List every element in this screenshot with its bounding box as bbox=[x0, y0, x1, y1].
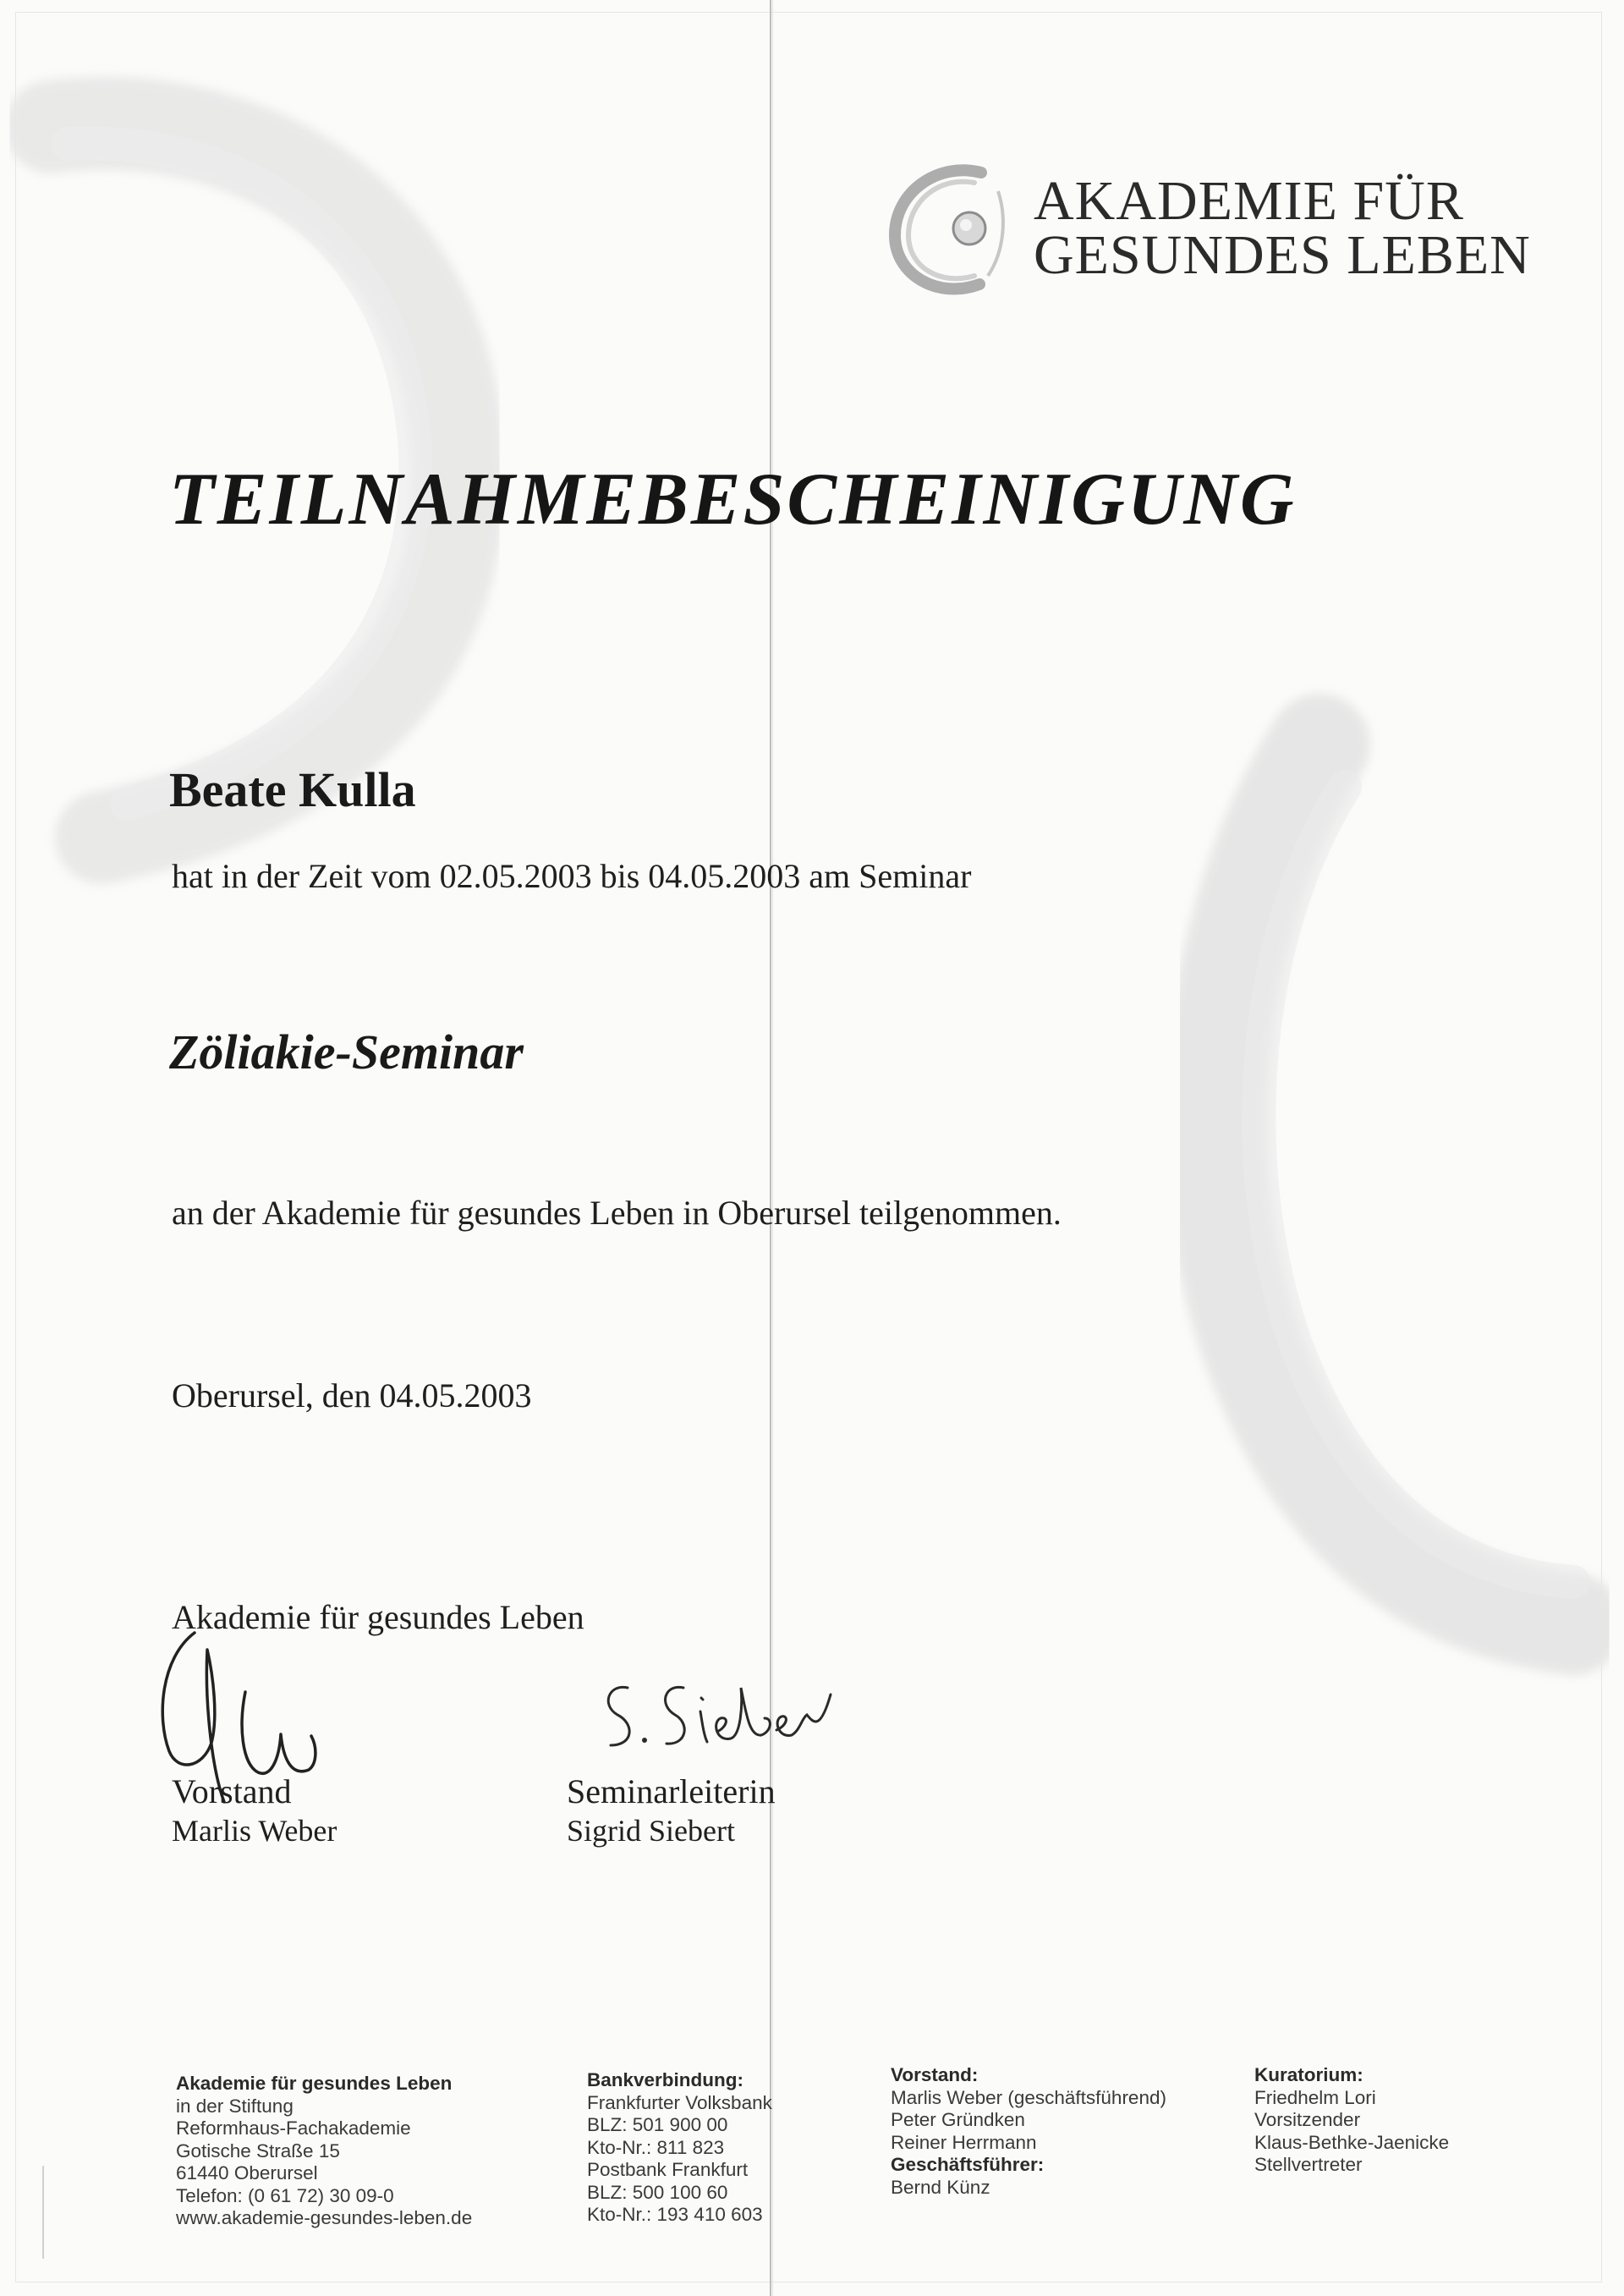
signature-sigrid-siebert bbox=[592, 1671, 846, 1764]
logo-circle-icon bbox=[880, 157, 1023, 301]
footer-bank-line: Kto-Nr.: 193 410 603 bbox=[587, 2204, 763, 2225]
footer-address-line: in der Stiftung bbox=[176, 2095, 294, 2117]
logo-line-2: GESUNDES LEBEN bbox=[1034, 224, 1531, 286]
footer-manager-name: Bernd Künz bbox=[891, 2176, 990, 2198]
footer-bank-line: BLZ: 500 100 60 bbox=[587, 2181, 728, 2203]
scan-border bbox=[15, 12, 1602, 2282]
footer-website: www.akademie-gesundes-leben.de bbox=[176, 2207, 473, 2228]
footer-bank-line: Frankfurter Volksbank bbox=[587, 2091, 772, 2113]
certificate-title: TEILNAHMEBESCHEINIGUNG bbox=[169, 459, 1297, 541]
footer-board-member: Peter Gründken bbox=[891, 2109, 1025, 2130]
footer-board bbox=[891, 2064, 1166, 2199]
footer-bank-line: Kto-Nr.: 811 823 bbox=[587, 2136, 725, 2158]
period-text: hat in der Zeit vom 02.05.2003 bis 04.05.2003 am Seminar bbox=[172, 857, 972, 895]
footer-trustee-line: Friedhelm Lori bbox=[1254, 2086, 1376, 2108]
signatory-vorstand bbox=[172, 1771, 337, 1848]
footer-bank-title: Bankverbindung: bbox=[587, 2069, 744, 2090]
footer-bank-line: Postbank Frankfurt bbox=[587, 2159, 749, 2180]
logo-line-1: AKADEMIE FÜR bbox=[1034, 170, 1464, 232]
signatory-name: Sigrid Siebert bbox=[567, 1814, 735, 1848]
footer-address-line: Gotische Straße 15 bbox=[176, 2139, 340, 2161]
signatory-role: Seminarleiterin bbox=[567, 1772, 776, 1810]
footer-trustees bbox=[1254, 2064, 1449, 2177]
footer-bank bbox=[587, 2069, 772, 2227]
footer-trustee-line: Stellvertreter bbox=[1254, 2154, 1363, 2175]
place-date: Oberursel, den 04.05.2003 bbox=[172, 1376, 532, 1414]
fold-line-shadow bbox=[772, 0, 773, 2296]
footer-trustee-line: Klaus-Bethke-Jaenicke bbox=[1254, 2131, 1450, 2153]
footer-address-line: Reformhaus-Fachakademie bbox=[176, 2117, 411, 2139]
scan-edge-mark bbox=[42, 2166, 44, 2259]
signatory-role: Vorstand bbox=[172, 1772, 292, 1810]
academy-logo bbox=[880, 157, 1573, 301]
organization-name: Akademie für gesundes Leben bbox=[172, 1598, 584, 1636]
footer-bank-line: BLZ: 501 900 00 bbox=[587, 2114, 728, 2135]
fold-line bbox=[770, 0, 771, 2296]
seminar-name: Zöliakie-Seminar bbox=[169, 1024, 524, 1079]
footer-address-title: Akademie für gesundes Leben bbox=[176, 2073, 453, 2094]
footer-address bbox=[176, 2073, 472, 2230]
footer-board-member: Reiner Herrmann bbox=[891, 2131, 1037, 2153]
footer-trustee-line: Vorsitzender bbox=[1254, 2109, 1361, 2130]
location-text: an der Akademie für gesundes Leben in Oberursel teilgenommen. bbox=[172, 1194, 1062, 1232]
participant-name: Beate Kulla bbox=[169, 762, 416, 817]
signatory-name: Marlis Weber bbox=[172, 1814, 337, 1848]
footer-address-line: Telefon: (0 61 72) 30 09-0 bbox=[176, 2184, 394, 2206]
footer-manager-title: Geschäftsführer: bbox=[891, 2154, 1045, 2175]
logo-wordmark bbox=[1034, 170, 1531, 286]
footer-trustees-title: Kuratorium: bbox=[1254, 2064, 1363, 2085]
signatory-seminarleiterin bbox=[567, 1771, 776, 1848]
footer-board-title: Vorstand: bbox=[891, 2064, 979, 2085]
footer-address-line: 61440 Oberursel bbox=[176, 2162, 318, 2183]
footer-board-member: Marlis Weber (geschäftsführend) bbox=[891, 2086, 1166, 2108]
